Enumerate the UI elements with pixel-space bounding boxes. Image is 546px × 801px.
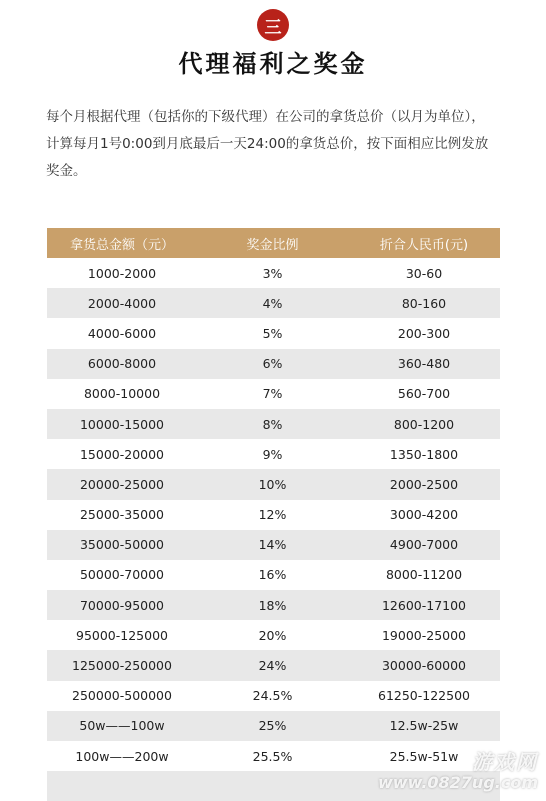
cell-bonus-ratio: 20% [258, 627, 287, 643]
header-bonus-ratio: 奖金比例 [246, 237, 299, 253]
cell-purchase-amount: 35000-50000 [79, 537, 165, 553]
cell-purchase-amount: 70000-95000 [79, 597, 165, 613]
cell-rmb-equivalent: 800-1200 [393, 416, 455, 432]
cell-rmb-equivalent: 61250-122500 [378, 688, 470, 704]
table-row [47, 650, 500, 680]
header-rmb-equivalent: 折合人民币(元) [379, 237, 469, 253]
cell-purchase-amount: 50w——100w [79, 718, 165, 734]
cell-bonus-ratio: 3% [262, 265, 283, 281]
watermark-text: 游戏网 [472, 750, 538, 774]
cell-rmb-equivalent: 12.5w-25w [389, 718, 459, 734]
cell-bonus-ratio: 24% [258, 658, 287, 674]
cell-purchase-amount: 6000-8000 [87, 356, 157, 372]
intro-paragraph [46, 104, 506, 185]
cell-rmb-equivalent: 1350-1800 [389, 446, 459, 462]
table-row [47, 560, 500, 590]
intro-line: 奖金。 [46, 163, 87, 179]
section-number-badge: 三 [257, 9, 289, 41]
cell-rmb-equivalent: 2000-2500 [389, 476, 459, 492]
cell-bonus-ratio: 7% [262, 386, 283, 402]
cell-bonus-ratio: 25.5% [252, 748, 293, 764]
cell-purchase-amount: 50000-70000 [79, 567, 165, 583]
cell-bonus-ratio: 14% [258, 537, 287, 553]
cell-bonus-ratio: 10% [258, 476, 287, 492]
cell-purchase-amount [47, 771, 197, 801]
table-row [47, 711, 500, 741]
site-watermark [378, 746, 538, 792]
cell-bonus-ratio: 25% [258, 718, 287, 734]
cell-purchase-amount: 250000-500000 [72, 688, 172, 704]
header-purchase-amount: 拿货总金额（元） [69, 237, 174, 253]
cell-bonus-ratio: 5% [262, 325, 283, 341]
table-row [47, 469, 500, 499]
cell-bonus-ratio [197, 771, 348, 801]
cell-rmb-equivalent: 19000-25000 [381, 627, 467, 643]
table-row [47, 258, 500, 288]
table-row [47, 439, 500, 469]
cell-rmb-equivalent: 8000-11200 [385, 567, 463, 583]
cell-purchase-amount: 8000-10000 [83, 386, 161, 402]
cell-rmb-equivalent: 200-300 [397, 325, 451, 341]
table-row [47, 288, 500, 318]
cell-bonus-ratio: 16% [258, 567, 287, 583]
table-row [47, 409, 500, 439]
page-title: 代理福利之奖金 [178, 49, 368, 78]
cell-purchase-amount: 15000-20000 [79, 446, 165, 462]
cell-purchase-amount: 1000-2000 [87, 265, 157, 281]
table-row [47, 500, 500, 530]
cell-bonus-ratio: 24.5% [252, 688, 293, 704]
cell-rmb-equivalent: 360-480 [397, 356, 451, 372]
watermark-url: www.0827ug.com [378, 773, 538, 792]
cell-bonus-ratio: 18% [258, 597, 287, 613]
cell-rmb-equivalent: 30-60 [405, 265, 443, 281]
table-header-row [47, 228, 500, 258]
bonus-table [47, 228, 500, 801]
table-row [47, 620, 500, 650]
cell-purchase-amount: 4000-6000 [87, 325, 157, 341]
cell-rmb-equivalent: 80-160 [401, 295, 447, 311]
cell-rmb-equivalent: 12600-17100 [381, 597, 467, 613]
cell-purchase-amount: 10000-15000 [79, 416, 165, 432]
intro-line: 计算每月1号0:00到月底最后一天24:00的拿货总价，按下面相应比例发放 [46, 136, 489, 152]
cell-purchase-amount: 20000-25000 [79, 476, 165, 492]
cell-bonus-ratio: 12% [258, 507, 287, 523]
cell-purchase-amount: 2000-4000 [87, 295, 157, 311]
cell-rmb-equivalent: 560-700 [397, 386, 451, 402]
cell-rmb-equivalent: 3000-4200 [389, 507, 459, 523]
cell-purchase-amount: 125000-250000 [72, 658, 172, 674]
cell-bonus-ratio: 4% [262, 295, 283, 311]
cell-bonus-ratio: 6% [262, 356, 283, 372]
cell-rmb-equivalent: 4900-7000 [389, 537, 459, 553]
table-row [47, 530, 500, 560]
cell-bonus-ratio: 8% [262, 416, 283, 432]
cell-purchase-amount: 95000-125000 [76, 627, 168, 643]
cell-rmb-equivalent: 25.5w-51w [389, 748, 459, 764]
intro-line: 每个月根据代理（包括你的下级代理）在公司的拿货总价（以月为单位）， [46, 109, 485, 125]
cell-purchase-amount: 25000-35000 [79, 507, 165, 523]
table-row [47, 349, 500, 379]
table-row [47, 590, 500, 620]
cell-purchase-amount: 100w——200w [75, 748, 169, 764]
table-row [47, 379, 500, 409]
cell-rmb-equivalent: 30000-60000 [381, 658, 467, 674]
table-row [47, 318, 500, 348]
cell-bonus-ratio: 9% [262, 446, 283, 462]
table-row [47, 681, 500, 711]
